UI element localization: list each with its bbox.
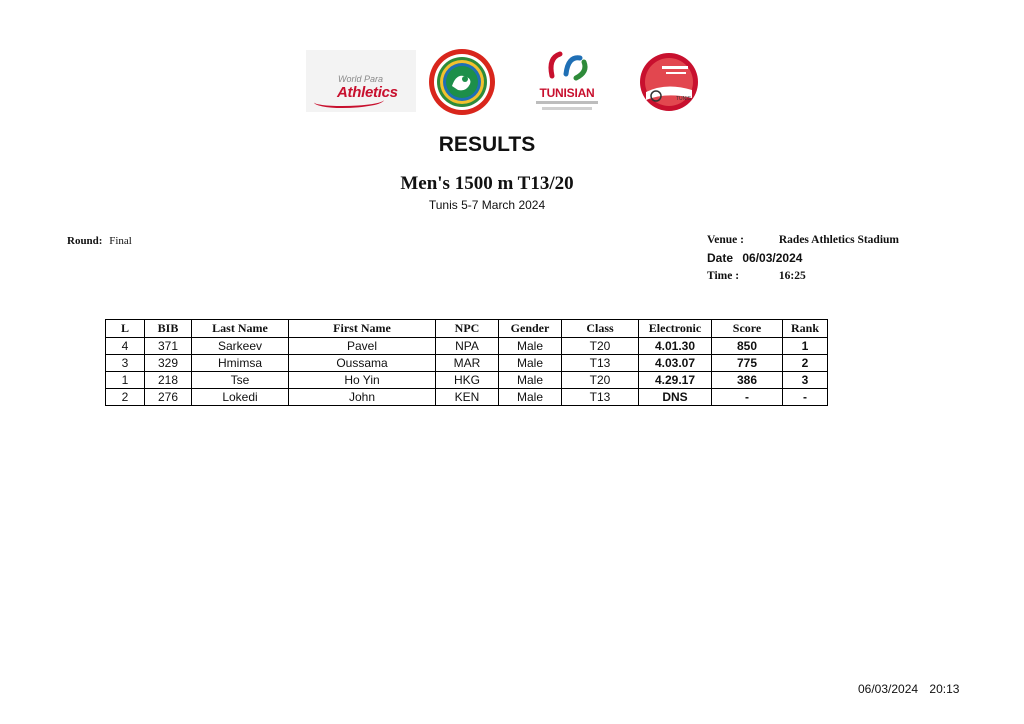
cell-score: - [712, 389, 783, 406]
table-row [106, 355, 828, 372]
event-dates: Tunis 5-7 March 2024 [428, 198, 546, 212]
wpa-logo-small-text: World Para [338, 74, 384, 84]
results-table [105, 319, 828, 406]
cell-class: T20 [562, 372, 639, 389]
cell-electronic: 4.03.07 [639, 355, 712, 372]
date-value: 06/03/2024 [742, 251, 803, 265]
time-value: 16:25 [778, 270, 806, 282]
header-electronic: Electronic [639, 320, 712, 338]
cell-first-name: John [289, 389, 436, 406]
world-para-athletics-logo [306, 50, 416, 112]
cell-class: T13 [562, 355, 639, 372]
cell-class: T20 [562, 338, 639, 355]
event-name: Men's 1500 m T13/20 [400, 173, 574, 194]
round-label: Round: [67, 235, 103, 247]
cell-gender: Male [499, 389, 562, 406]
header-class: Class [562, 320, 639, 338]
print-date: 06/03/2024 [858, 682, 919, 696]
round-value: Final [109, 235, 132, 247]
cell-score: 850 [712, 338, 783, 355]
cell-last-name: Lokedi [192, 389, 289, 406]
print-time: 20:13 [929, 682, 960, 696]
header-rank: Rank [783, 320, 828, 338]
time-info [707, 270, 806, 282]
cell-bib: 329 [145, 355, 192, 372]
date-label: Date [707, 251, 734, 265]
header-lane: L [106, 320, 145, 338]
cell-first-name: Ho Yin [289, 372, 436, 389]
header-npc: NPC [436, 320, 499, 338]
header-gender: Gender [499, 320, 562, 338]
cell-rank: 2 [783, 355, 828, 372]
cell-npc: NPA [436, 338, 499, 355]
cell-lane: 4 [106, 338, 145, 355]
header-last-name: Last Name [192, 320, 289, 338]
page-title: RESULTS [438, 133, 536, 156]
cell-first-name: Pavel [289, 338, 436, 355]
venue-value: Rades Athletics Stadium [778, 234, 899, 246]
cell-bib: 276 [145, 389, 192, 406]
cell-gender: Male [499, 338, 562, 355]
federation-seal-logo [428, 48, 496, 116]
cell-bib: 218 [145, 372, 192, 389]
sponsor-logos [0, 46, 1024, 118]
results-header-row [106, 320, 828, 338]
date-info [707, 251, 802, 265]
table-row [106, 372, 828, 389]
cell-gender: Male [499, 372, 562, 389]
agitos-icon [532, 48, 602, 84]
print-timestamp [858, 682, 959, 696]
cell-score: 775 [712, 355, 783, 372]
cell-first-name: Oussama [289, 355, 436, 372]
cell-rank: 3 [783, 372, 828, 389]
cell-score: 386 [712, 372, 783, 389]
cell-bib: 371 [145, 338, 192, 355]
cell-rank: 1 [783, 338, 828, 355]
tunisian-logo-subline-2 [542, 107, 592, 110]
header-first-name: First Name [289, 320, 436, 338]
cell-npc: KEN [436, 389, 499, 406]
tunisian-paralympic-logo [532, 48, 602, 116]
round-info [67, 235, 132, 247]
cell-last-name: Sarkeev [192, 338, 289, 355]
time-label: Time : [707, 270, 740, 282]
cell-npc: MAR [436, 355, 499, 372]
cell-gender: Male [499, 355, 562, 372]
event-badge-icon [636, 52, 702, 112]
cell-rank: - [783, 389, 828, 406]
header-score: Score [712, 320, 783, 338]
cell-electronic: 4.01.30 [639, 338, 712, 355]
cell-last-name: Tse [192, 372, 289, 389]
cell-electronic: DNS [639, 389, 712, 406]
event-logo-caption: TUNIS [676, 96, 691, 102]
header-bib: BIB [145, 320, 192, 338]
venue-label: Venue : [707, 234, 744, 246]
cell-last-name: Hmimsa [192, 355, 289, 372]
table-row [106, 389, 828, 406]
cell-class: T13 [562, 389, 639, 406]
cell-npc: HKG [436, 372, 499, 389]
venue-info [707, 234, 899, 246]
tunisian-logo-text: TUNISIAN [539, 86, 595, 100]
wpa-swoosh-icon [314, 94, 384, 108]
tunis-event-logo [636, 52, 702, 112]
tunisian-logo-subline [536, 101, 598, 104]
wpa-logo-big-text: Athletics [337, 84, 398, 101]
cell-lane: 2 [106, 389, 145, 406]
cell-electronic: 4.29.17 [639, 372, 712, 389]
cell-lane: 3 [106, 355, 145, 372]
table-row [106, 338, 828, 355]
cell-lane: 1 [106, 372, 145, 389]
